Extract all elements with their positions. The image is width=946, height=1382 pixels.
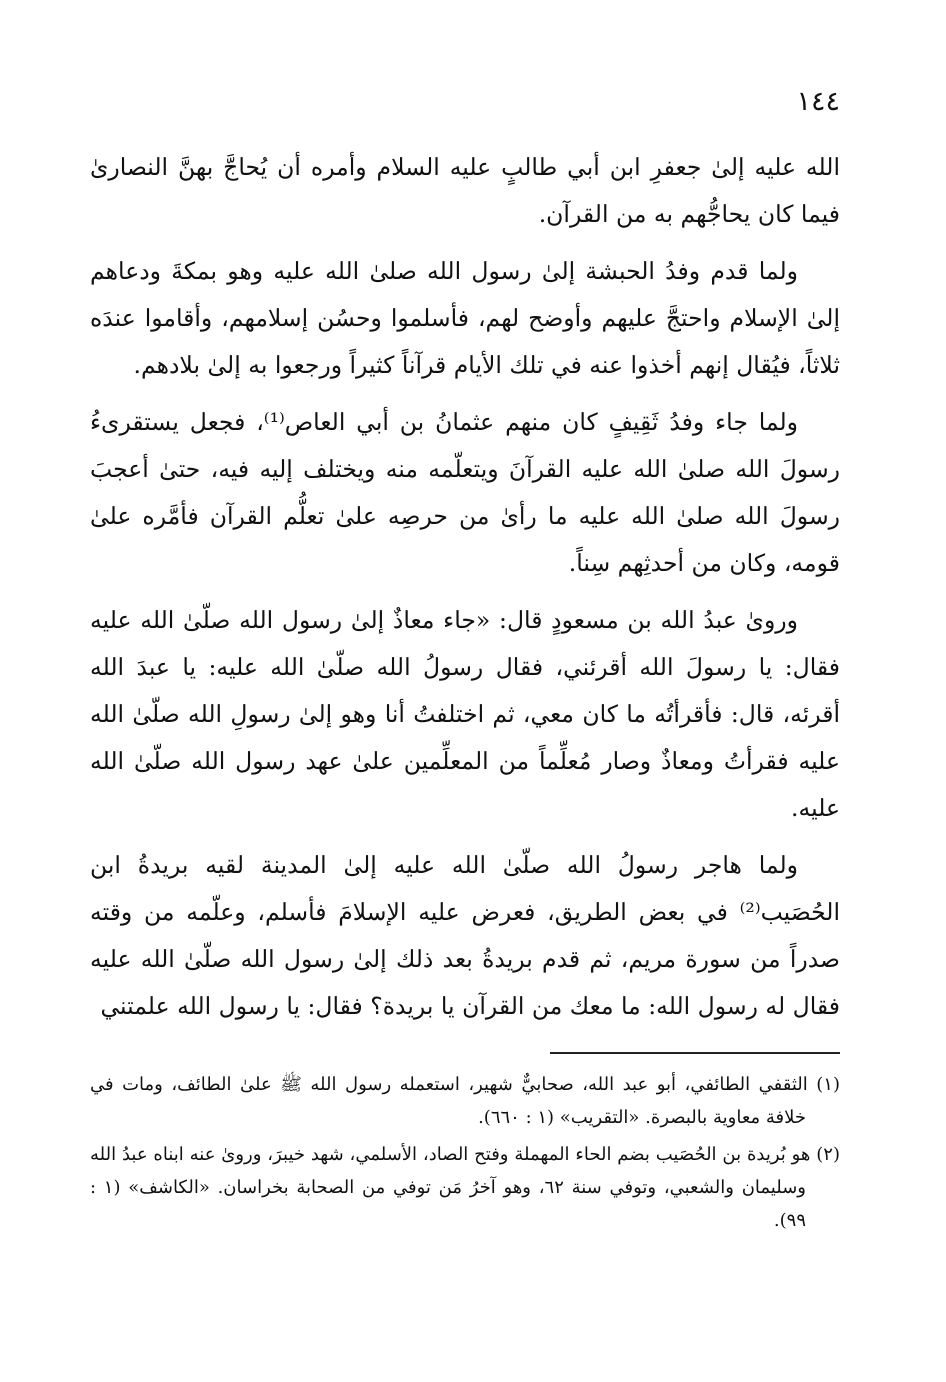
main-text — [90, 144, 840, 1030]
paragraph-5: ولما هاجر رسولُ الله صلّىٰ الله عليه إلىٰ المدينة لقيه بريدةُ ابن الحُصَيب⁽²⁾ في بعض الطريق، فعرض عليه الإسلامَ فأسلم، وعلّمه من وقته صدراً من سورة مريم، ثم قدم بريدةُ بعد ذلك إلىٰ رسول الله صلّىٰ الله عليه فقال له رسول الله: ما معك من القرآن يا بريدة؟ فقال: يا رسول الله علمتني — [90, 851, 840, 1020]
paragraph-4: وروىٰ عبدُ الله بن مسعودٍ قال: «جاء معاذٌ إلىٰ رسول الله صلّىٰ الله عليه فقال: يا رسولَ الله أقرئني، فقال رسولُ الله صلّىٰ الله عليه: يا عبدَ الله أقرئه، قال: فأقرأتُه ما كان معي، ثم اختلفتُ أنا وهو إلىٰ رسولِ الله صلّىٰ الله عليه فقرأتُ ومعاذٌ وصار مُعلِّماً من المعلِّمين علىٰ عهد رسول الله صلّىٰ الله عليه. — [90, 606, 840, 822]
footnote-2: (٢) هو بُريدة بن الحُصَيب بضم الحاء المهملة وفتح الصاد، الأسلمي، شهد خيبرَ، وروىٰ عنه ابناه عبدُ الله وسليمان والشعبي، وتوفي سنة ٦٢، وهو آخرُ مَن توفي من الصحابة بخراسان. «الكاشف» (١ : ٩٩). — [90, 1144, 840, 1231]
book-page — [90, 82, 840, 1241]
footnote-divider — [550, 1052, 840, 1054]
footnotes — [90, 1068, 840, 1237]
paragraph-1: الله عليه إلىٰ جعفرِ ابن أبي طالبٍ عليه السلام وأمره أن يُحاجَّ بهنَّ النصارىٰ فيما كان يحاجُّهم به من القرآن. — [90, 153, 840, 228]
paragraph-3: ولما جاء وفدُ ثَقِيفٍ كان منهم عثمانُ بن أبي العاص⁽¹⁾، فجعل يستقرىءُ رسولَ الله صلىٰ الله عليه القرآنَ ويتعلّمه منه ويختلف إليه فيه، حتىٰ أعجبَ رسولَ الله صلىٰ الله عليه ما رأىٰ من حرصِه علىٰ تعلُّم القرآن فأمَّره علىٰ قومه، وكان من أحدثِهم سِناً. — [90, 408, 840, 577]
page-number: ١٤٤ — [796, 86, 840, 117]
paragraph-2: ولما قدم وفدُ الحبشة إلىٰ رسول الله صلىٰ الله عليه وهو بمكةَ ودعاهم إلىٰ الإسلام واحتجَّ عليهم وأوضح لهم، فأسلموا وحسُن إسلامهم، وأقاموا عندَه ثلاثاً، فيُقال إنهم أخذوا عنه في تلك الأيام قرآناً كثيراً ورجعوا به إلىٰ بلادهم. — [90, 257, 840, 379]
footnote-1: (١) الثقفي الطائفي، أبو عبد الله، صحابيٌّ شهير، استعمله رسول الله ﷺ علىٰ الطائف، ومات في خلافة معاوية بالبصرة. «التقريب» (١ : ٦٦٠). — [90, 1074, 840, 1128]
